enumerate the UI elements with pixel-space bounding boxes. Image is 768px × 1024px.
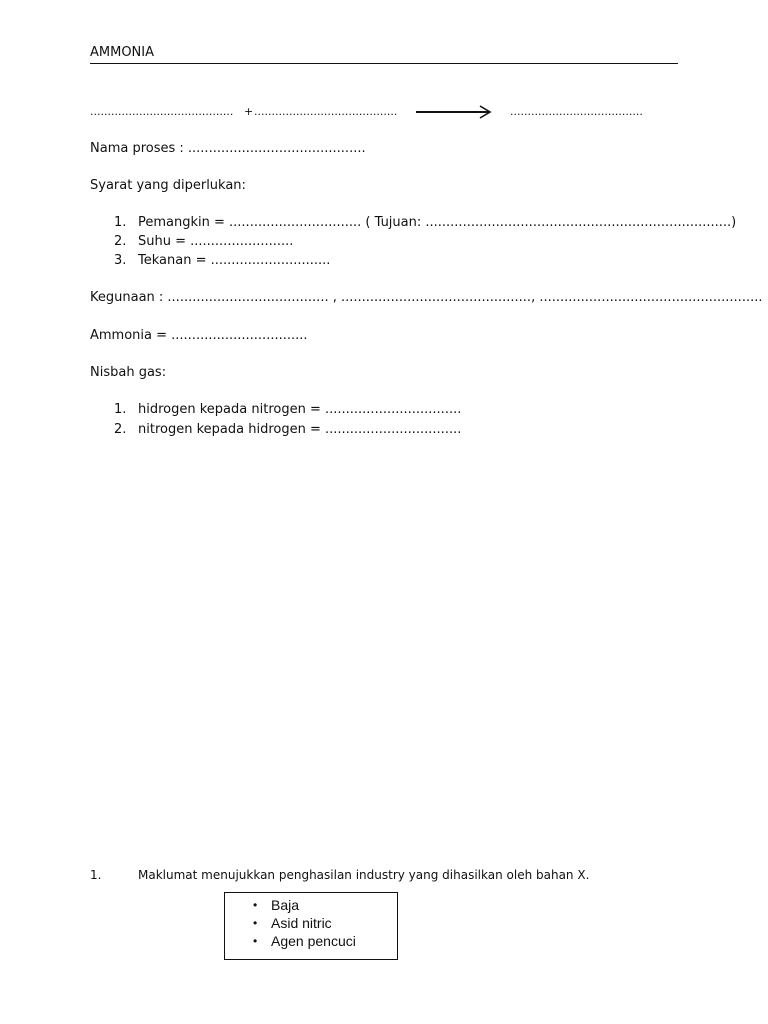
gas-ratio-item: [114, 402, 461, 418]
product-blank: ......................................: [510, 105, 643, 118]
conditions-heading: Syarat yang diperlukan:: [90, 178, 246, 193]
condition-item-text: Tekanan = .............................: [138, 253, 331, 268]
gas-ratio-item-text: hidrogen kepada nitrogen = .................................: [138, 402, 462, 417]
gas-ratio-item-number: 2.: [114, 422, 127, 437]
condition-item-text: Suhu = .........................: [138, 234, 294, 249]
gas-ratio-item-text: nitrogen kepada hidrogen = .................................: [138, 422, 462, 437]
info-list: [225, 896, 356, 950]
plus-sign: +: [244, 105, 254, 118]
condition-item: [114, 215, 736, 231]
condition-item: [114, 234, 293, 250]
list-item: • Agen pencuci: [225, 932, 356, 950]
question-number: 1.: [90, 868, 102, 882]
gas-ratio-item: [114, 422, 461, 438]
reactant-1-blank: .........................................: [90, 105, 234, 118]
condition-item-number: 1.: [114, 215, 127, 230]
condition-item-text: Pemangkin = ................................ ( Tujuan: ..........................................................................): [138, 215, 737, 230]
reactant-2-blank: .........................................: [254, 105, 398, 118]
gas-ratio-heading: Nisbah gas:: [90, 365, 167, 380]
list-item: • Baja: [225, 896, 356, 914]
process-name-line: Nama proses : ...........................................: [90, 141, 366, 156]
condition-item-number: 3.: [114, 253, 127, 268]
condition-item-number: 2.: [114, 234, 127, 249]
header-divider: [90, 63, 678, 64]
gas-ratio-item-number: 1.: [114, 402, 127, 417]
condition-item: [114, 253, 330, 269]
page-title: AMMONIA: [90, 45, 155, 60]
uses-line: Kegunaan : ....................................... , .............................................., ......................................................: [90, 290, 763, 305]
info-box: [224, 892, 398, 960]
ammonia-formula-line: Ammonia = .................................: [90, 328, 308, 343]
right-arrow-icon: [416, 104, 492, 120]
question-text: Maklumat menujukkan penghasilan industry yang dihasilkan oleh bahan X.: [138, 868, 590, 882]
list-item: • Asid nitric: [225, 914, 356, 932]
